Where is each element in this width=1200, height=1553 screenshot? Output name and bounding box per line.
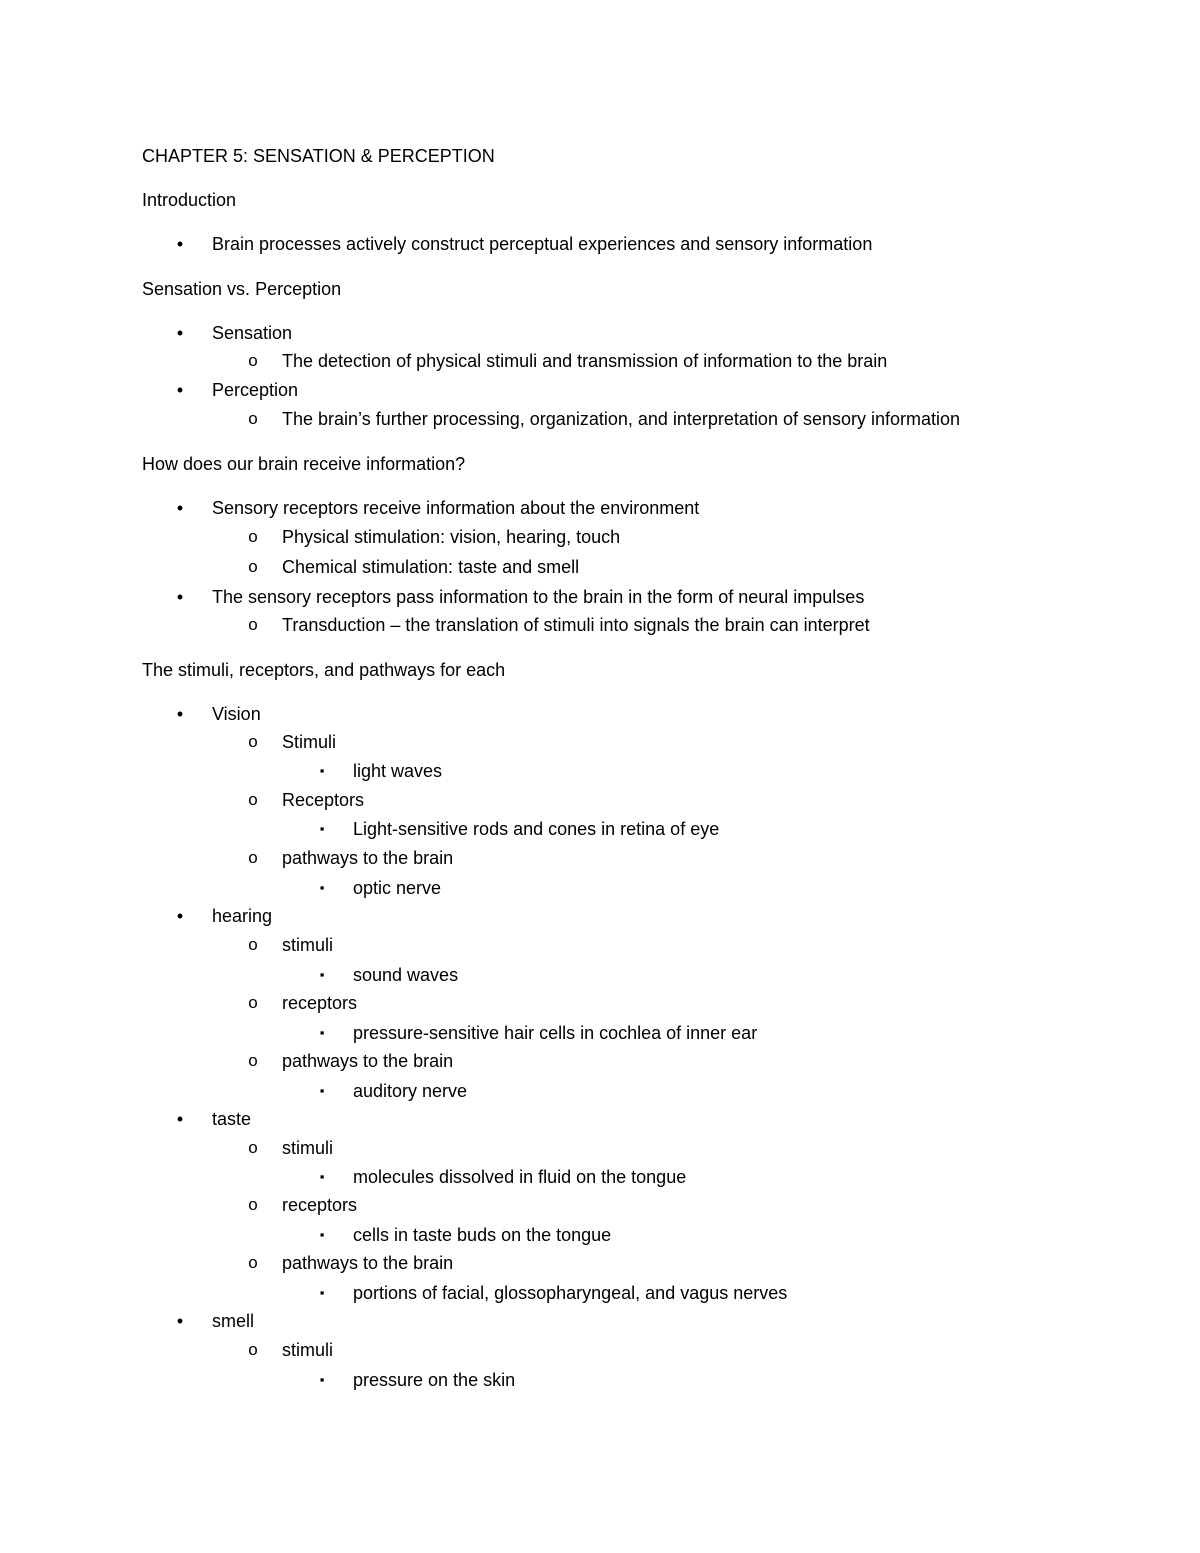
circle-bullet-marker: o xyxy=(248,732,258,751)
list-item xyxy=(0,1309,1200,1333)
chapter-title xyxy=(0,144,1200,168)
list-item-text: pathways to the brain xyxy=(282,1253,454,1273)
list-item xyxy=(0,702,1200,726)
circle-bullet-marker: o xyxy=(248,1138,258,1157)
list-item xyxy=(0,876,1200,900)
list-item xyxy=(0,904,1200,928)
list-item xyxy=(0,321,1200,345)
list-item-text: Physical stimulation: vision, hearing, touch xyxy=(282,527,621,547)
circle-bullet-marker: o xyxy=(248,351,258,370)
bullet-marker: • xyxy=(176,587,184,607)
list-item-text: The detection of physical stimuli and transmission of information to the brain xyxy=(282,351,888,371)
list-item-text: stimuli xyxy=(282,935,334,955)
list-item-text: pathways to the brain xyxy=(282,848,454,868)
list-item-text: light waves xyxy=(353,761,443,781)
list-item-text: Perception xyxy=(212,380,299,400)
list-item xyxy=(0,525,1200,549)
list-item-text: receptors xyxy=(282,1195,358,1215)
list-item xyxy=(0,1338,1200,1362)
list-item xyxy=(0,817,1200,841)
list-item xyxy=(0,1136,1200,1160)
list-item xyxy=(0,1368,1200,1392)
circle-bullet-marker: o xyxy=(248,1195,258,1214)
list-item xyxy=(0,232,1200,256)
section-heading-introduction xyxy=(0,188,1200,212)
list-item-text: hearing xyxy=(212,906,273,926)
list-item xyxy=(0,1107,1200,1131)
square-bullet-marker: ▪ xyxy=(319,1372,325,1387)
list-item xyxy=(0,1049,1200,1073)
list-item xyxy=(0,846,1200,870)
list-item xyxy=(0,1079,1200,1103)
list-item-text: pressure on the skin xyxy=(353,1370,516,1390)
list-item-text: Stimuli xyxy=(282,732,337,752)
section-heading xyxy=(0,277,1200,301)
list-item-text: pressure-sensitive hair cells in cochlea of inner ear xyxy=(353,1023,758,1043)
list-item xyxy=(0,759,1200,783)
list-item xyxy=(0,991,1200,1015)
list-item xyxy=(0,1251,1200,1275)
list-item-text: Light-sensitive rods and cones in retina of eye xyxy=(353,819,720,839)
list-item xyxy=(0,378,1200,402)
bullet-marker: • xyxy=(176,498,184,518)
bullet-marker: • xyxy=(176,1311,184,1331)
list-item xyxy=(0,1223,1200,1247)
section-heading-text: Sensation vs. Perception xyxy=(142,279,342,299)
square-bullet-marker: ▪ xyxy=(319,967,325,982)
list-item xyxy=(0,963,1200,987)
list-item-text: The sensory receptors pass information to the brain in the form of neural impulses xyxy=(212,587,865,607)
circle-bullet-marker: o xyxy=(248,615,258,634)
chapter-title-text: CHAPTER 5: SENSATION & PERCEPTION xyxy=(142,146,495,166)
list-item xyxy=(0,613,1200,637)
bullet-marker: • xyxy=(176,704,184,724)
section-heading xyxy=(0,452,1200,476)
list-item xyxy=(0,1281,1200,1305)
square-bullet-marker: ▪ xyxy=(319,880,325,895)
list-item xyxy=(0,407,1200,431)
list-item-text: Vision xyxy=(212,704,261,724)
bullet-marker: • xyxy=(176,234,184,254)
section-heading xyxy=(0,658,1200,682)
list-item xyxy=(0,585,1200,609)
list-item-text: Transduction – the translation of stimuli into signals the brain can interpret xyxy=(282,615,870,635)
list-item xyxy=(0,1193,1200,1217)
circle-bullet-marker: o xyxy=(248,1051,258,1070)
bullet-marker: • xyxy=(176,380,184,400)
square-bullet-marker: ▪ xyxy=(319,1025,325,1040)
circle-bullet-marker: o xyxy=(248,557,258,576)
list-item-text: pathways to the brain xyxy=(282,1051,454,1071)
list-item xyxy=(0,496,1200,520)
list-item xyxy=(0,933,1200,957)
list-item-text: Receptors xyxy=(282,790,365,810)
circle-bullet-marker: o xyxy=(248,935,258,954)
list-item-text: smell xyxy=(212,1311,255,1331)
square-bullet-marker: ▪ xyxy=(319,1227,325,1242)
list-item-text: Sensation xyxy=(212,323,293,343)
list-item-text: taste xyxy=(212,1109,252,1129)
section-heading-text: Introduction xyxy=(142,190,237,210)
square-bullet-marker: ▪ xyxy=(319,763,325,778)
section-heading-text: How does our brain receive information? xyxy=(142,454,466,474)
list-item-text: molecules dissolved in fluid on the tongue xyxy=(353,1167,687,1187)
circle-bullet-marker: o xyxy=(248,409,258,428)
list-item xyxy=(0,730,1200,754)
bullet-marker: • xyxy=(176,323,184,343)
circle-bullet-marker: o xyxy=(248,993,258,1012)
list-item-text: sound waves xyxy=(353,965,459,985)
list-item xyxy=(0,555,1200,579)
list-item-text: receptors xyxy=(282,993,358,1013)
circle-bullet-marker: o xyxy=(248,790,258,809)
list-item xyxy=(0,1165,1200,1189)
bullet-marker: • xyxy=(176,1109,184,1129)
circle-bullet-marker: o xyxy=(248,1340,258,1359)
list-item-text: Chemical stimulation: taste and smell xyxy=(282,557,580,577)
circle-bullet-marker: o xyxy=(248,527,258,546)
circle-bullet-marker: o xyxy=(248,848,258,867)
list-item-text: stimuli xyxy=(282,1138,334,1158)
list-item-text: portions of facial, glossopharyngeal, and vagus nerves xyxy=(353,1283,788,1303)
list-item-text: cells in taste buds on the tongue xyxy=(353,1225,612,1245)
list-item-text: Sensory receptors receive information about the environment xyxy=(212,498,700,518)
square-bullet-marker: ▪ xyxy=(319,1169,325,1184)
list-item-text: The brain’s further processing, organization, and interpretation of sensory information xyxy=(282,409,961,429)
list-item-text: optic nerve xyxy=(353,878,442,898)
square-bullet-marker: ▪ xyxy=(319,1083,325,1098)
list-item xyxy=(0,788,1200,812)
square-bullet-marker: ▪ xyxy=(319,821,325,836)
list-item xyxy=(0,349,1200,373)
list-item-text: Brain processes actively construct perceptual experiences and sensory information xyxy=(212,234,873,254)
list-item xyxy=(0,1021,1200,1045)
circle-bullet-marker: o xyxy=(248,1253,258,1272)
list-item-text: auditory nerve xyxy=(353,1081,468,1101)
square-bullet-marker: ▪ xyxy=(319,1285,325,1300)
bullet-marker: • xyxy=(176,906,184,926)
list-item-text: stimuli xyxy=(282,1340,334,1360)
section-heading-text: The stimuli, receptors, and pathways for each xyxy=(142,660,506,680)
